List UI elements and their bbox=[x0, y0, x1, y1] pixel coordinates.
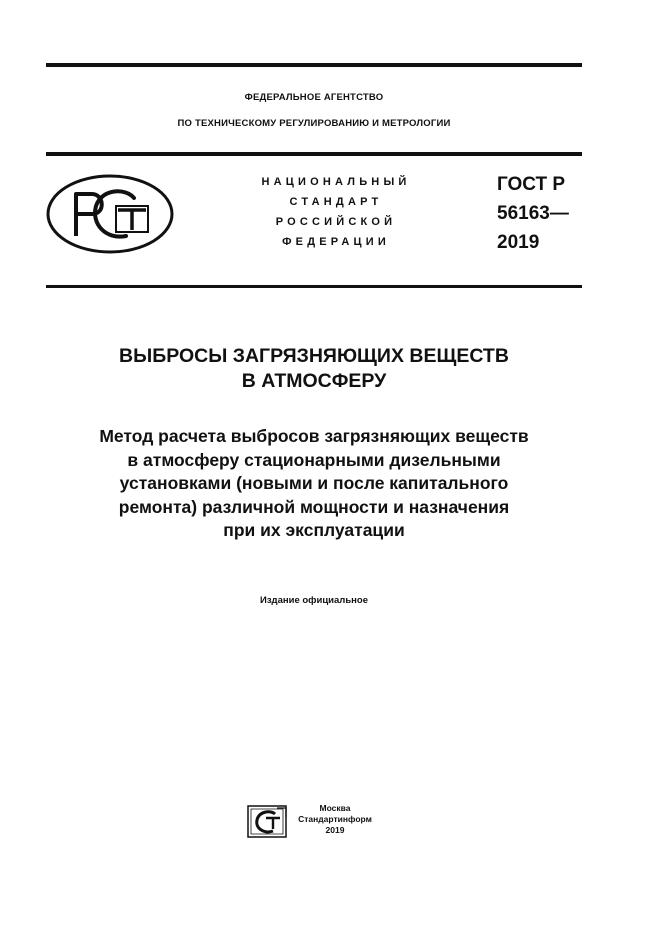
subtitle-line: установками (новыми и после капитального bbox=[119, 473, 509, 493]
agency-line-2: ПО ТЕХНИЧЕСКОМУ РЕГУЛИРОВАНИЮ И МЕТРОЛОГИИ bbox=[177, 118, 451, 129]
document-subtitle bbox=[46, 425, 582, 543]
header-bottom-rule bbox=[46, 285, 582, 288]
national-standard-line: РОССИЙСКОЙ bbox=[275, 216, 397, 228]
top-rule bbox=[46, 63, 582, 67]
title-line: ВЫБРОСЫ ЗАГРЯЗНЯЮЩИХ ВЕЩЕСТВ bbox=[119, 345, 509, 367]
subtitle-line: в атмосферу стационарными дизельными bbox=[127, 449, 501, 470]
subtitle-line: Метод расчета выбросов загрязняющих веществ bbox=[99, 426, 529, 446]
designation-line: 2019 bbox=[497, 232, 540, 253]
standard-designation bbox=[497, 170, 569, 257]
designation-line: ГОСТ Р bbox=[497, 174, 566, 195]
national-standard-line: НАЦИОНАЛЬНЫЙ bbox=[261, 176, 411, 188]
edition-label: Издание официальное bbox=[260, 595, 368, 606]
national-standard-line: СТАНДАРТ bbox=[289, 196, 383, 208]
gost-r-certification-mark-icon bbox=[46, 174, 174, 254]
subtitle-line: при их эксплуатации bbox=[223, 520, 405, 540]
agency-line-1: ФЕДЕРАЛЬНОЕ АГЕНТСТВО bbox=[244, 92, 384, 103]
title-line: В АТМОСФЕРУ bbox=[241, 370, 387, 392]
standartinform-logo-icon bbox=[247, 805, 287, 838]
publisher-year: 2019 bbox=[325, 825, 345, 835]
publisher-name: Стандартинформ bbox=[298, 814, 372, 824]
designation-line: 56163— bbox=[497, 203, 569, 224]
national-standard-block bbox=[236, 172, 436, 252]
subtitle-line: ремонта) различной мощности и назначения bbox=[118, 496, 510, 517]
publisher-block bbox=[290, 803, 380, 836]
national-standard-line: ФЕДЕРАЦИИ bbox=[282, 236, 390, 248]
publisher-city: Москва bbox=[319, 803, 351, 813]
document-title bbox=[46, 344, 582, 394]
header-rule bbox=[46, 152, 582, 156]
